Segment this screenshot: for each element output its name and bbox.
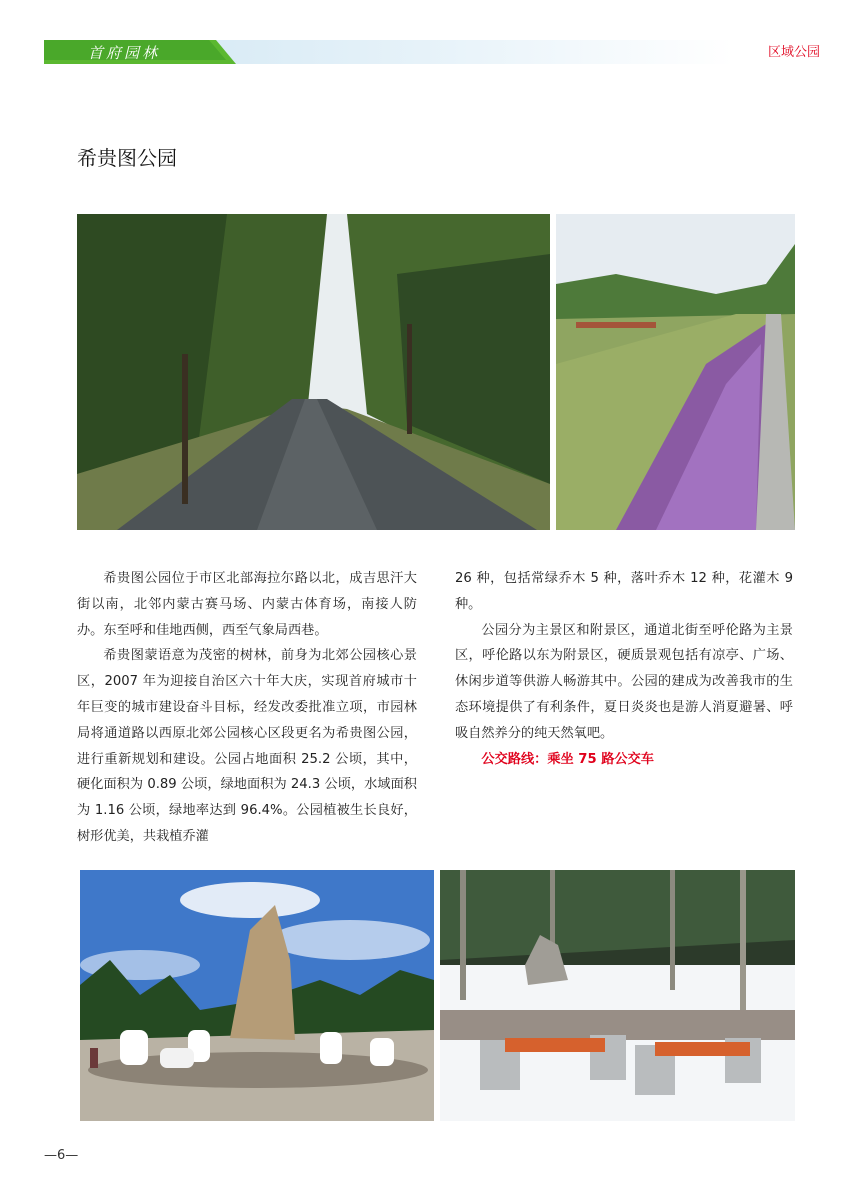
photo-lavender-field xyxy=(556,214,795,530)
article-left-column xyxy=(77,566,417,850)
page-title: 希贵图公园 xyxy=(77,146,177,170)
article-paragraph-3: 公园分为主景区和附景区，通道北街至呼伦路为主景区，呼伦路以东为附景区，硬质景观包括有凉亭、广场、休闲步道等供游人畅游其中。公园的建成为改善我市的生态环境提供了有利条件，夏日炎炎也是游人消夏避暑、呼吸自然养分的纯天然氧吧。 xyxy=(455,622,793,741)
photo-snowy-benches xyxy=(440,870,795,1121)
article-paragraph-2: 希贵图蒙语意为茂密的树林，前身为北郊公园核心景区，2007 年为迎接自治区六十年大庆，实现首府城市十年巨变的城市建设奋斗目标，经发改委批准立项，市园林局将通道路以西原北郊公园核心区段更名为希贵图公园，进行重新规划和建设。公园占地面积 25.2 公顷，其中，硬化面积为 0.89 公顷，绿地面积为 24.3 公顷，水域面积为 1.16 公顷，绿地率达到 96.4%。公园植被生长良好，树形优美，共栽植乔灌 xyxy=(77,648,417,844)
header-category: 区域公园 xyxy=(767,45,820,60)
article-paragraph-2-continued: 26 种，包括常绿乔木 5 种，落叶乔木 12 种，花灌木 9 种。 xyxy=(455,571,793,612)
bus-route: 公交路线：乘坐 75 路公交车 xyxy=(481,751,654,767)
article-paragraph-1: 希贵图公园位于市区北部海拉尔路以北，成吉思汗大街以南，北邻内蒙古赛马场、内蒙古体育场，南接人防办。东至呼和佳地西侧，西至气象局西巷。 xyxy=(77,571,417,638)
photo-stone-sculpture xyxy=(80,870,434,1121)
page-number: —6— xyxy=(44,1148,79,1163)
photo-tree-lined-road xyxy=(77,214,550,530)
header-section-title: 首府园林 xyxy=(88,44,161,62)
article-right-column xyxy=(455,566,793,772)
